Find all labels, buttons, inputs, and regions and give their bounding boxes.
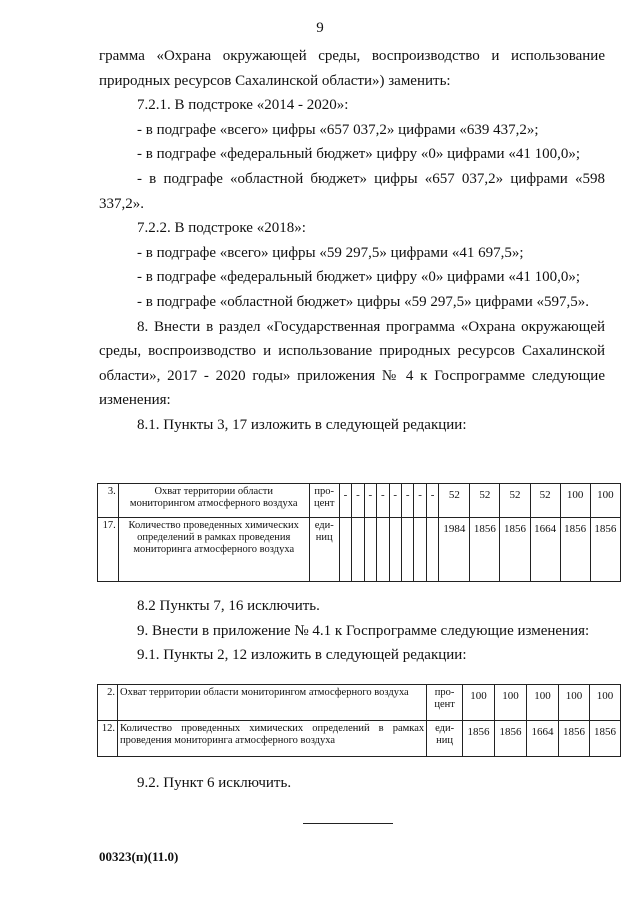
value-cell: 1984 — [439, 518, 470, 582]
value-cell: 1664 — [530, 518, 560, 582]
dash-cell: - — [352, 484, 364, 518]
value-cell: 1856 — [560, 518, 590, 582]
dash-cell: - — [414, 484, 426, 518]
dash-cell: - — [401, 484, 413, 518]
paragraph-8-1: 8.1. Пункты 3, 17 изложить в следующей редакции: — [137, 416, 467, 433]
empty-cell — [401, 518, 413, 582]
paragraph-7-2-2-federal: - в подграфе «федеральный бюджет» цифру «0» цифрами «41 100,0»; — [137, 269, 580, 286]
value-cell: 1856 — [495, 721, 527, 757]
unit-cell: процент — [427, 685, 463, 721]
page-number: 9 — [316, 20, 324, 36]
paragraph-7-2-1-total: - в подграфе «всего» цифры «657 037,2» цифрами «639 437,2»; — [137, 121, 539, 138]
table-row — [98, 518, 621, 582]
indicator-name: Количество проведенных химических определений в рамках проведения мониторинга атмосферного воздуха — [117, 721, 426, 757]
empty-cell — [414, 518, 426, 582]
value-cell: 100 — [495, 685, 527, 721]
paragraph-9-1: 9.1. Пункты 2, 12 изложить в следующей редакции: — [137, 647, 467, 664]
paragraph-8: 8. Внести в раздел «Государственная программа «Охрана окружающей среды, воспроизводство и использование природных ресурсов Сахалинской области», 2017 - 2020 годы» приложения № 4 к Госпрограмме следующие изменения: — [99, 318, 605, 409]
closing-block — [99, 771, 605, 796]
value-cell: 100 — [527, 685, 559, 721]
indicators-table-2 — [97, 684, 621, 757]
paragraph-7-2-2-regional: - в подграфе «областной бюджет» цифры «59 297,5» цифрами «597,5». — [137, 293, 590, 310]
row-number: 3. — [98, 484, 119, 518]
paragraph-9-2: 9.2. Пункт 6 исключить. — [137, 775, 292, 791]
empty-cell — [426, 518, 438, 582]
dash-cell: - — [364, 484, 376, 518]
value-cell: 100 — [590, 484, 620, 518]
empty-cell — [352, 518, 364, 582]
paragraph-program-name: грамма «Охрана окружающей среды, воспроизводство и использование природных ресурсов Сахалинской области») заменить: — [99, 48, 605, 89]
table-row — [98, 685, 621, 721]
table-row — [98, 484, 621, 518]
indicators-table-1 — [97, 483, 621, 582]
empty-cell — [377, 518, 389, 582]
value-cell: 1856 — [590, 518, 620, 582]
indicator-name: Охват территории области мониторингом атмосферного воздуха — [117, 685, 426, 721]
value-cell: 100 — [589, 685, 620, 721]
paragraph-7-2-2-total: - в подграфе «всего» цифры «59 297,5» цифрами «41 697,5»; — [137, 244, 524, 261]
dash-cell: - — [426, 484, 438, 518]
paragraph-8-2: 8.2 Пункты 7, 16 исключить. — [137, 598, 320, 614]
value-cell: 1856 — [463, 721, 495, 757]
dash-cell: - — [377, 484, 389, 518]
paragraph-7-2-2: 7.2.2. В подстроке «2018»: — [137, 220, 306, 237]
unit-cell: единиц — [427, 721, 463, 757]
value-cell: 100 — [560, 484, 590, 518]
value-cell: 1664 — [527, 721, 559, 757]
paragraph-7-2-1: 7.2.1. В подстроке «2014 - 2020»: — [137, 97, 349, 114]
document-code: 00323(п)(11.0) — [99, 849, 179, 864]
value-cell: 1856 — [558, 721, 589, 757]
paragraph-7-2-1-regional: - в подграфе «областной бюджет» цифры «657 037,2» цифрами «598 337,2». — [99, 170, 605, 212]
indicator-name: Количество проведенных химических определений в рамках проведения мониторинга атмосферного воздуха — [118, 518, 309, 582]
indicator-name: Охват территории области мониторингом атмосферного воздуха — [118, 484, 309, 518]
document-body — [99, 44, 605, 438]
empty-cell — [389, 518, 401, 582]
value-cell: 1856 — [470, 518, 500, 582]
row-number: 2. — [98, 685, 118, 721]
dash-cell: - — [339, 484, 351, 518]
empty-cell — [339, 518, 351, 582]
value-cell: 100 — [463, 685, 495, 721]
separator-line — [303, 823, 393, 824]
value-cell: 52 — [530, 484, 560, 518]
dash-cell: - — [389, 484, 401, 518]
value-cell: 1856 — [500, 518, 530, 582]
value-cell: 100 — [558, 685, 589, 721]
empty-cell — [364, 518, 376, 582]
value-cell: 1856 — [589, 721, 620, 757]
value-cell: 52 — [500, 484, 530, 518]
row-number: 12. — [98, 721, 118, 757]
value-cell: 52 — [439, 484, 470, 518]
table-row — [98, 721, 621, 757]
paragraph-7-2-1-federal: - в подграфе «федеральный бюджет» цифру «0» цифрами «41 100,0»; — [137, 146, 580, 163]
value-cell: 52 — [470, 484, 500, 518]
unit-cell: процент — [309, 484, 339, 518]
amendments-block — [99, 594, 605, 668]
unit-cell: единиц — [309, 518, 339, 582]
paragraph-9: 9. Внести в приложение № 4.1 к Госпрограмме следующие изменения: — [137, 622, 590, 639]
row-number: 17. — [98, 518, 119, 582]
